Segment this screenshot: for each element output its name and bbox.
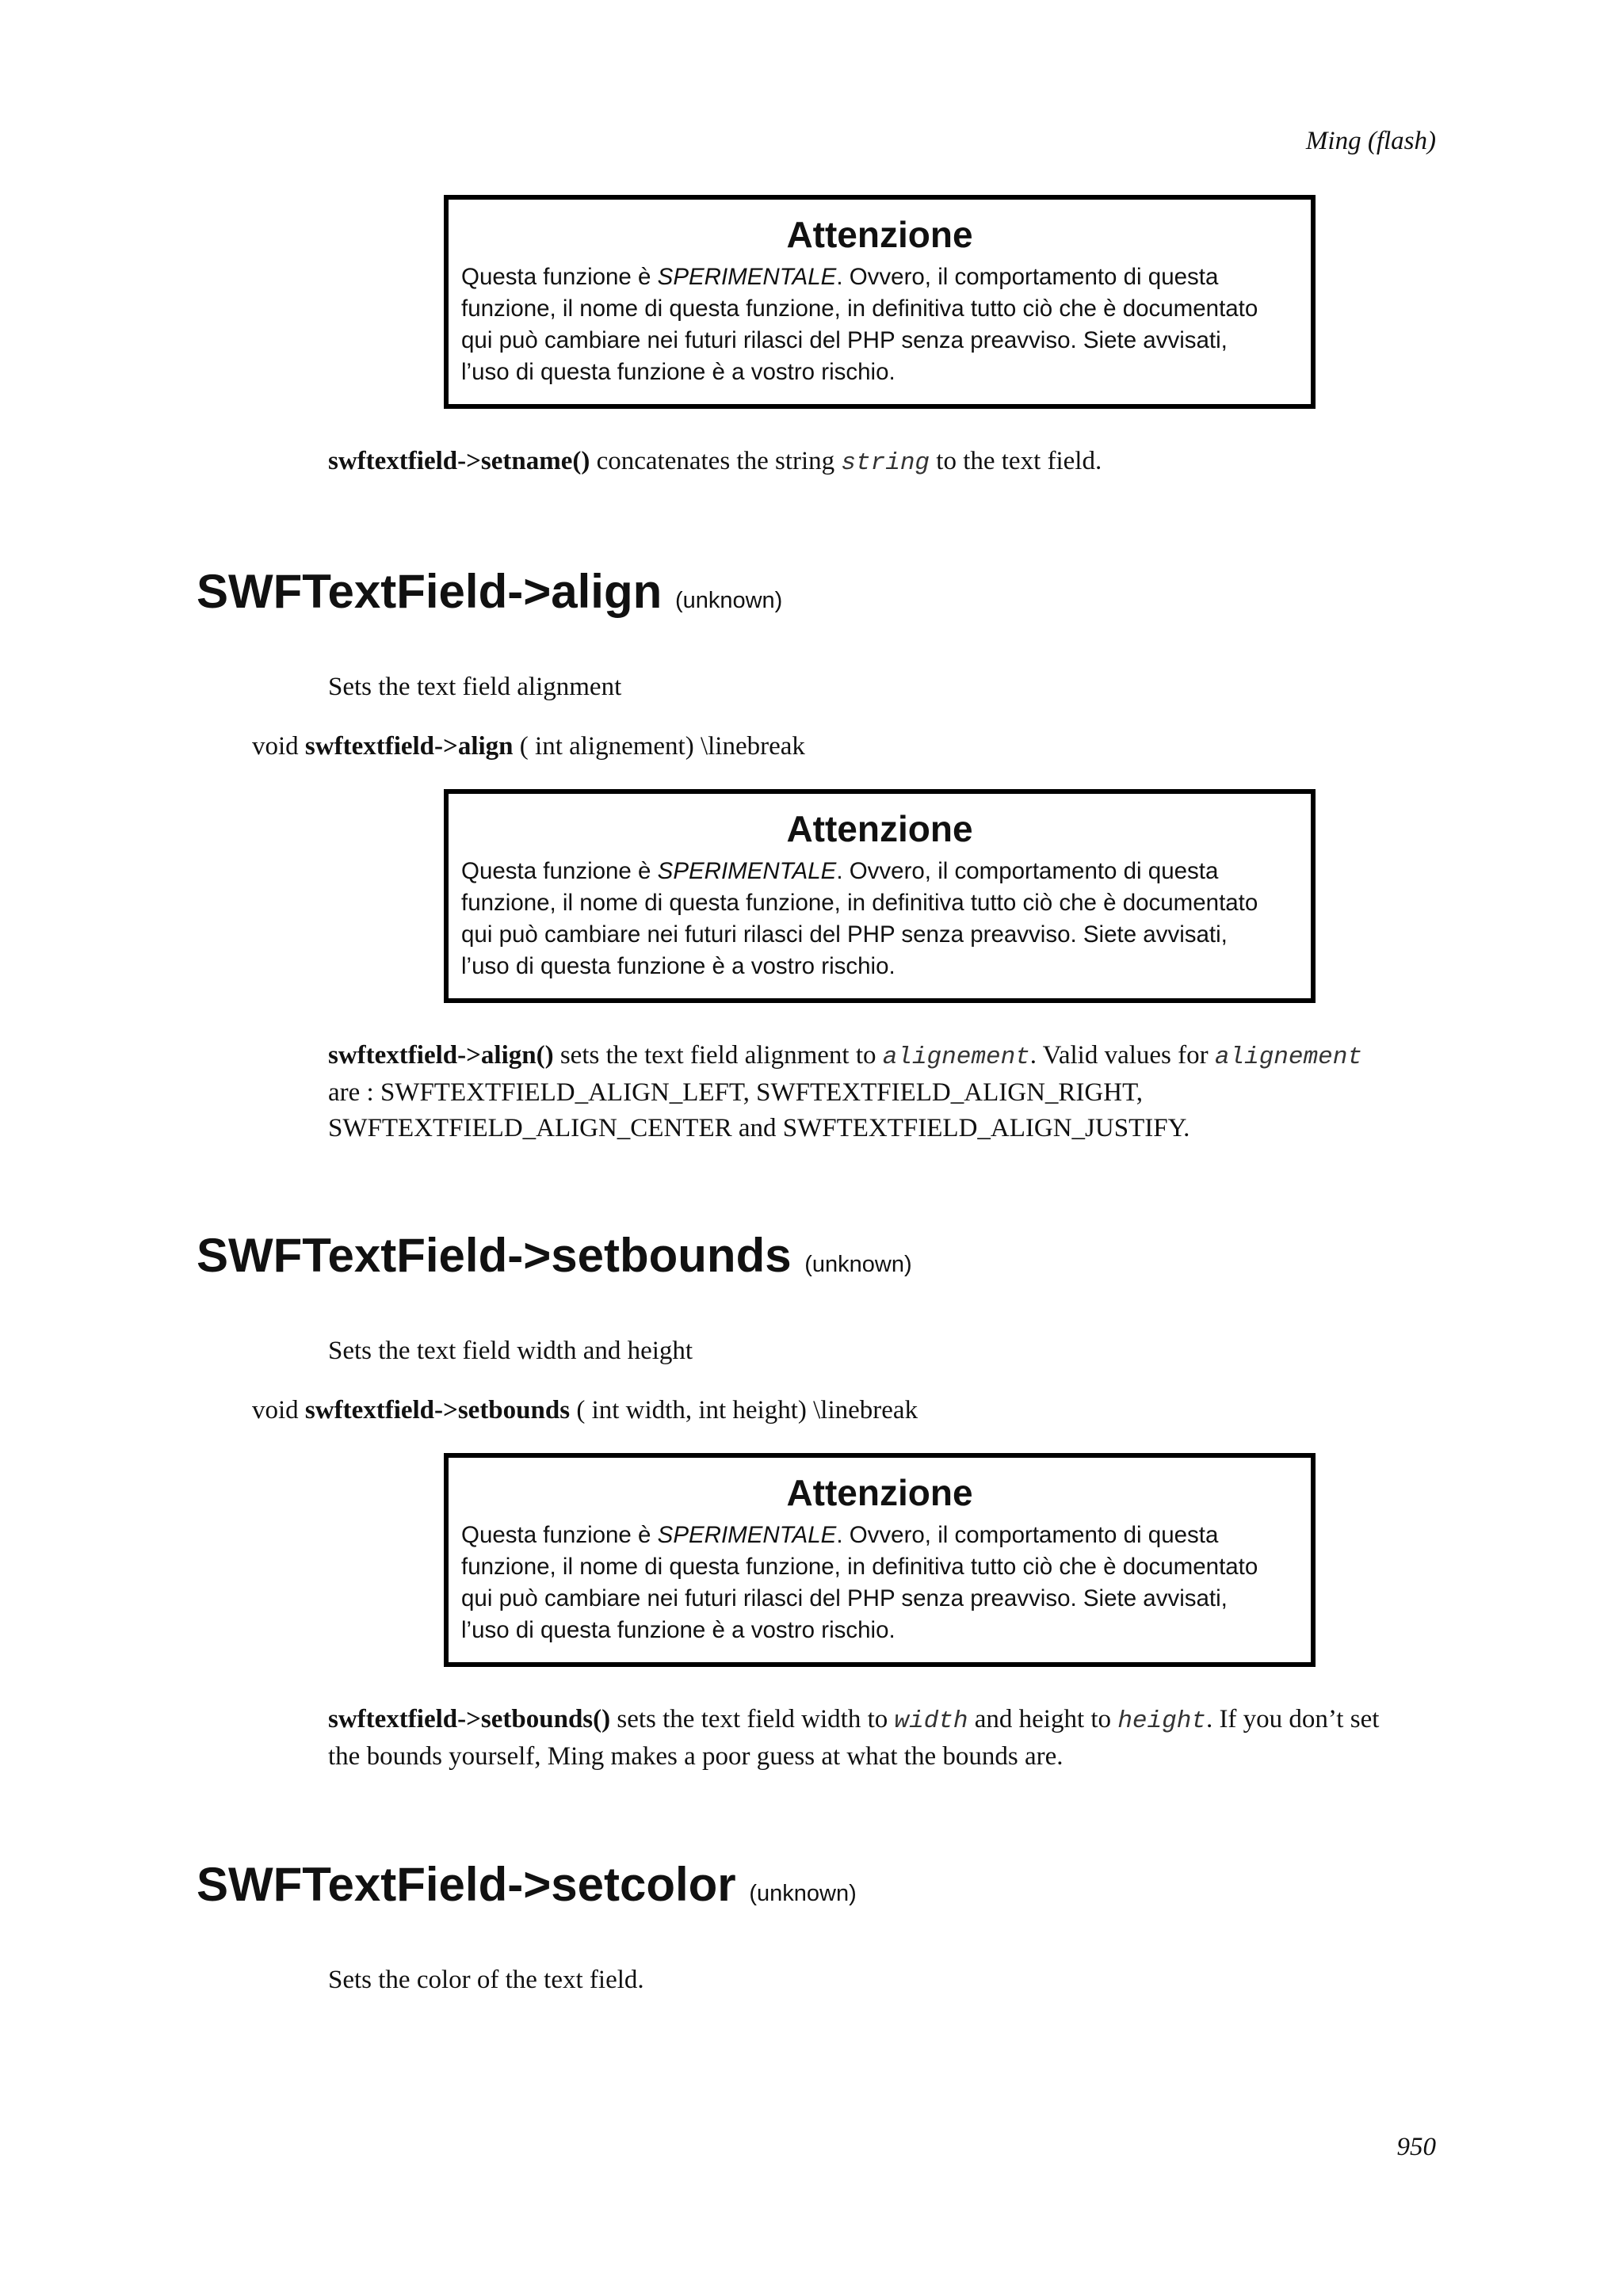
warning-box-3: [444, 1453, 1316, 1667]
warning-emphasis: SPERIMENTALE: [657, 264, 837, 290]
parameter: alignement: [882, 1043, 1030, 1071]
heading-setbounds: SWFTextField->setbounds (unknown): [197, 1229, 912, 1282]
warning-title: Attenzione: [786, 1472, 973, 1513]
function-name: swftextfield->setname(): [328, 447, 590, 475]
function-name: swftextfield->setbounds(): [328, 1705, 611, 1733]
parameter: height: [1117, 1707, 1206, 1735]
warning-emphasis: SPERIMENTALE: [657, 1522, 837, 1548]
warning-text: Questa funzione è SPERIMENTALE. Ovvero, il comportamento di questa funzione, il nome di questa funzione, in definitiva tutto ciò che è documentato qui può cambiare nei futuri rilasci del PHP senza preavviso. Siete avvisati, l’uso di questa funzione è a vostro rischio.: [461, 1522, 1258, 1643]
parameter: string: [841, 449, 930, 477]
warning-title: Attenzione: [786, 214, 973, 255]
align-purpose: Sets the text field alignment: [328, 673, 622, 701]
page-number: 950: [1396, 2133, 1436, 2161]
warning-title: Attenzione: [786, 808, 973, 849]
heading-align: SWFTextField->align (unknown): [197, 565, 783, 618]
version-label: (unknown): [804, 1252, 912, 1277]
parameter: alignement: [1214, 1043, 1362, 1071]
warning-text: Questa funzione è SPERIMENTALE. Ovvero, il comportamento di questa funzione, il nome di questa funzione, in definitiva tutto ciò che è documentato qui può cambiare nei futuri rilasci del PHP senza preavviso. Siete avvisati, l’uso di questa funzione è a vostro rischio.: [461, 858, 1258, 979]
setname-description: swftextfield->setname() concatenates the string string to the text field.: [328, 447, 1102, 477]
version-label: (unknown): [749, 1881, 857, 1906]
function-name: swftextfield->setbounds: [304, 1396, 571, 1425]
warning-box-1: [444, 195, 1316, 409]
function-name: swftextfield->align: [304, 732, 514, 761]
setbounds-description: swftextfield->setbounds() sets the text field width to width and height to height. If you don’t set the bounds yourself, Ming makes a poor guess at what the bounds are.: [328, 1705, 1380, 1771]
heading-setcolor: SWFTextField->setcolor (unknown): [197, 1858, 857, 1911]
warning-box-2: [444, 789, 1316, 1003]
align-synopsis: void swftextfield->align ( int alignement) \linebreak: [252, 732, 805, 761]
parameter: width: [894, 1707, 968, 1735]
version-label: (unknown): [674, 588, 783, 613]
function-name: swftextfield->align(): [328, 1041, 554, 1070]
running-header: Ming (flash): [1305, 127, 1436, 155]
align-description: swftextfield->align() sets the text field alignment to alignement. Valid values for alignement are : SWFTEXTFIELD_ALIGN_LEFT, SWFTEXTFIELD_ALIGN_RIGHT, SWFTEXTFIELD_ALIGN_CENTER and SWFTEXTFIELD_ALIGN_JUSTIFY.: [328, 1041, 1362, 1142]
setbounds-synopsis: void swftextfield->setbounds ( int width, int height) \linebreak: [252, 1396, 918, 1425]
setbounds-purpose: Sets the text field width and height: [328, 1337, 693, 1365]
setcolor-purpose: Sets the color of the text field.: [328, 1966, 644, 1994]
warning-emphasis: SPERIMENTALE: [657, 858, 837, 884]
warning-text: Questa funzione è SPERIMENTALE. Ovvero, il comportamento di questa funzione, il nome di questa funzione, in definitiva tutto ciò che è documentato qui può cambiare nei futuri rilasci del PHP senza preavviso. Siete avvisati, l’uso di questa funzione è a vostro rischio.: [461, 264, 1258, 385]
